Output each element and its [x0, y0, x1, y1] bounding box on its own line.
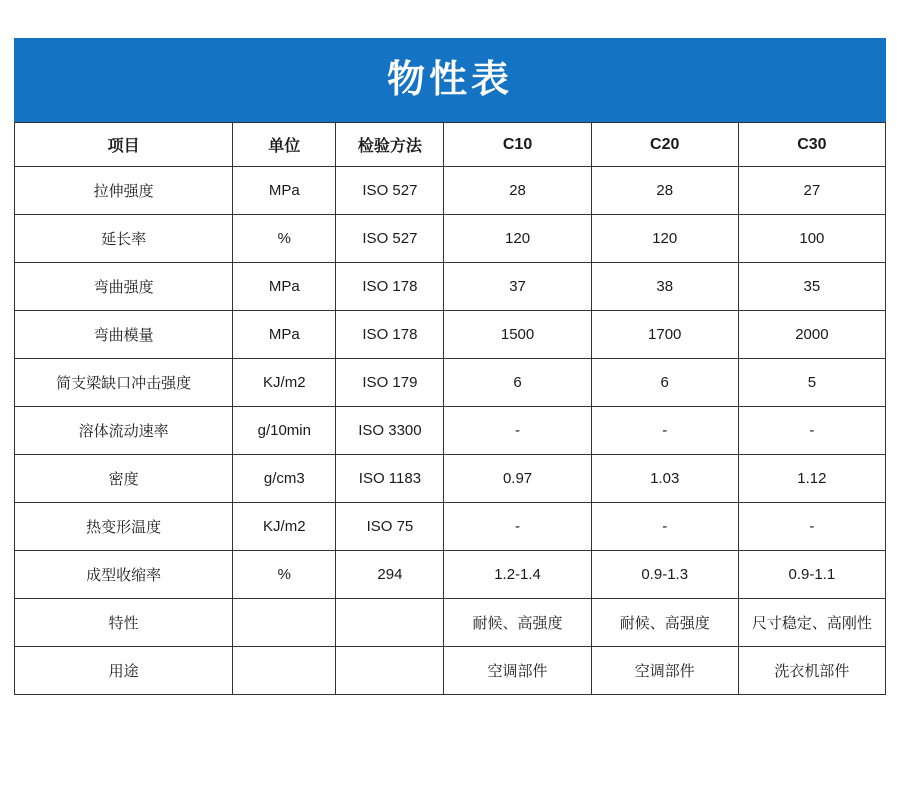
table-row: [15, 551, 886, 599]
cell-item: 弯曲模量: [15, 311, 233, 359]
cell-unit: MPa: [233, 311, 336, 359]
cell-c30: -: [738, 407, 885, 455]
cell-method: ISO 1183: [336, 455, 444, 503]
table-body: [15, 167, 886, 695]
cell-method: ISO 179: [336, 359, 444, 407]
cell-c10: 37: [444, 263, 591, 311]
table-header-row: [15, 123, 886, 167]
table-row: [15, 263, 886, 311]
cell-c10: 28: [444, 167, 591, 215]
cell-c20: 28: [591, 167, 738, 215]
page-title: 物性表: [386, 59, 513, 101]
cell-item: 延长率: [15, 215, 233, 263]
cell-item: 成型收缩率: [15, 551, 233, 599]
cell-unit: KJ/m2: [233, 503, 336, 551]
cell-c30: 27: [738, 167, 885, 215]
cell-method: ISO 75: [336, 503, 444, 551]
properties-table: [14, 122, 886, 695]
cell-c30: 尺寸稳定、高刚性: [738, 599, 885, 647]
cell-method: 294: [336, 551, 444, 599]
cell-c20: 空调部件: [591, 647, 738, 695]
table-row: [15, 599, 886, 647]
cell-method: ISO 3300: [336, 407, 444, 455]
cell-c10: 1.2-1.4: [444, 551, 591, 599]
cell-unit: [233, 647, 336, 695]
cell-unit: KJ/m2: [233, 359, 336, 407]
cell-c30: 35: [738, 263, 885, 311]
cell-method: [336, 599, 444, 647]
cell-c20: -: [591, 503, 738, 551]
cell-c30: 5: [738, 359, 885, 407]
column-header-c30: C30: [738, 123, 885, 167]
cell-method: ISO 527: [336, 167, 444, 215]
cell-c20: 120: [591, 215, 738, 263]
cell-c10: -: [444, 407, 591, 455]
cell-unit: MPa: [233, 167, 336, 215]
cell-c30: 0.9-1.1: [738, 551, 885, 599]
cell-c30: -: [738, 503, 885, 551]
column-header-c20: C20: [591, 123, 738, 167]
cell-method: ISO 178: [336, 311, 444, 359]
table-header: [15, 123, 886, 167]
table-row: [15, 647, 886, 695]
table-row: [15, 215, 886, 263]
cell-c10: 6: [444, 359, 591, 407]
cell-item: 拉伸强度: [15, 167, 233, 215]
cell-c30: 1.12: [738, 455, 885, 503]
page-title-bar: [14, 38, 886, 122]
cell-unit: %: [233, 551, 336, 599]
column-header-unit: 单位: [233, 123, 336, 167]
cell-item: 热变形温度: [15, 503, 233, 551]
cell-c20: 1.03: [591, 455, 738, 503]
cell-method: ISO 527: [336, 215, 444, 263]
cell-c20: 0.9-1.3: [591, 551, 738, 599]
column-header-item: 项目: [15, 123, 233, 167]
cell-item: 弯曲强度: [15, 263, 233, 311]
cell-unit: MPa: [233, 263, 336, 311]
cell-c20: 1700: [591, 311, 738, 359]
cell-c20: -: [591, 407, 738, 455]
cell-c10: 空调部件: [444, 647, 591, 695]
properties-sheet: [0, 38, 900, 800]
table-row: [15, 359, 886, 407]
cell-c30: 100: [738, 215, 885, 263]
cell-c10: 1500: [444, 311, 591, 359]
cell-item: 用途: [15, 647, 233, 695]
column-header-method: 检验方法: [336, 123, 444, 167]
cell-c20: 6: [591, 359, 738, 407]
cell-c10: 耐候、高强度: [444, 599, 591, 647]
cell-method: [336, 647, 444, 695]
cell-c10: 0.97: [444, 455, 591, 503]
table-row: [15, 407, 886, 455]
cell-unit: g/cm3: [233, 455, 336, 503]
cell-c10: -: [444, 503, 591, 551]
table-row: [15, 311, 886, 359]
table-row: [15, 503, 886, 551]
cell-c30: 洗衣机部件: [738, 647, 885, 695]
cell-c10: 120: [444, 215, 591, 263]
table-row: [15, 167, 886, 215]
cell-method: ISO 178: [336, 263, 444, 311]
cell-item: 密度: [15, 455, 233, 503]
cell-unit: %: [233, 215, 336, 263]
cell-item: 简支梁缺口冲击强度: [15, 359, 233, 407]
table-row: [15, 455, 886, 503]
cell-c20: 耐候、高强度: [591, 599, 738, 647]
cell-item: 特性: [15, 599, 233, 647]
cell-item: 溶体流动速率: [15, 407, 233, 455]
column-header-c10: C10: [444, 123, 591, 167]
cell-c20: 38: [591, 263, 738, 311]
cell-unit: [233, 599, 336, 647]
cell-c30: 2000: [738, 311, 885, 359]
cell-unit: g/10min: [233, 407, 336, 455]
